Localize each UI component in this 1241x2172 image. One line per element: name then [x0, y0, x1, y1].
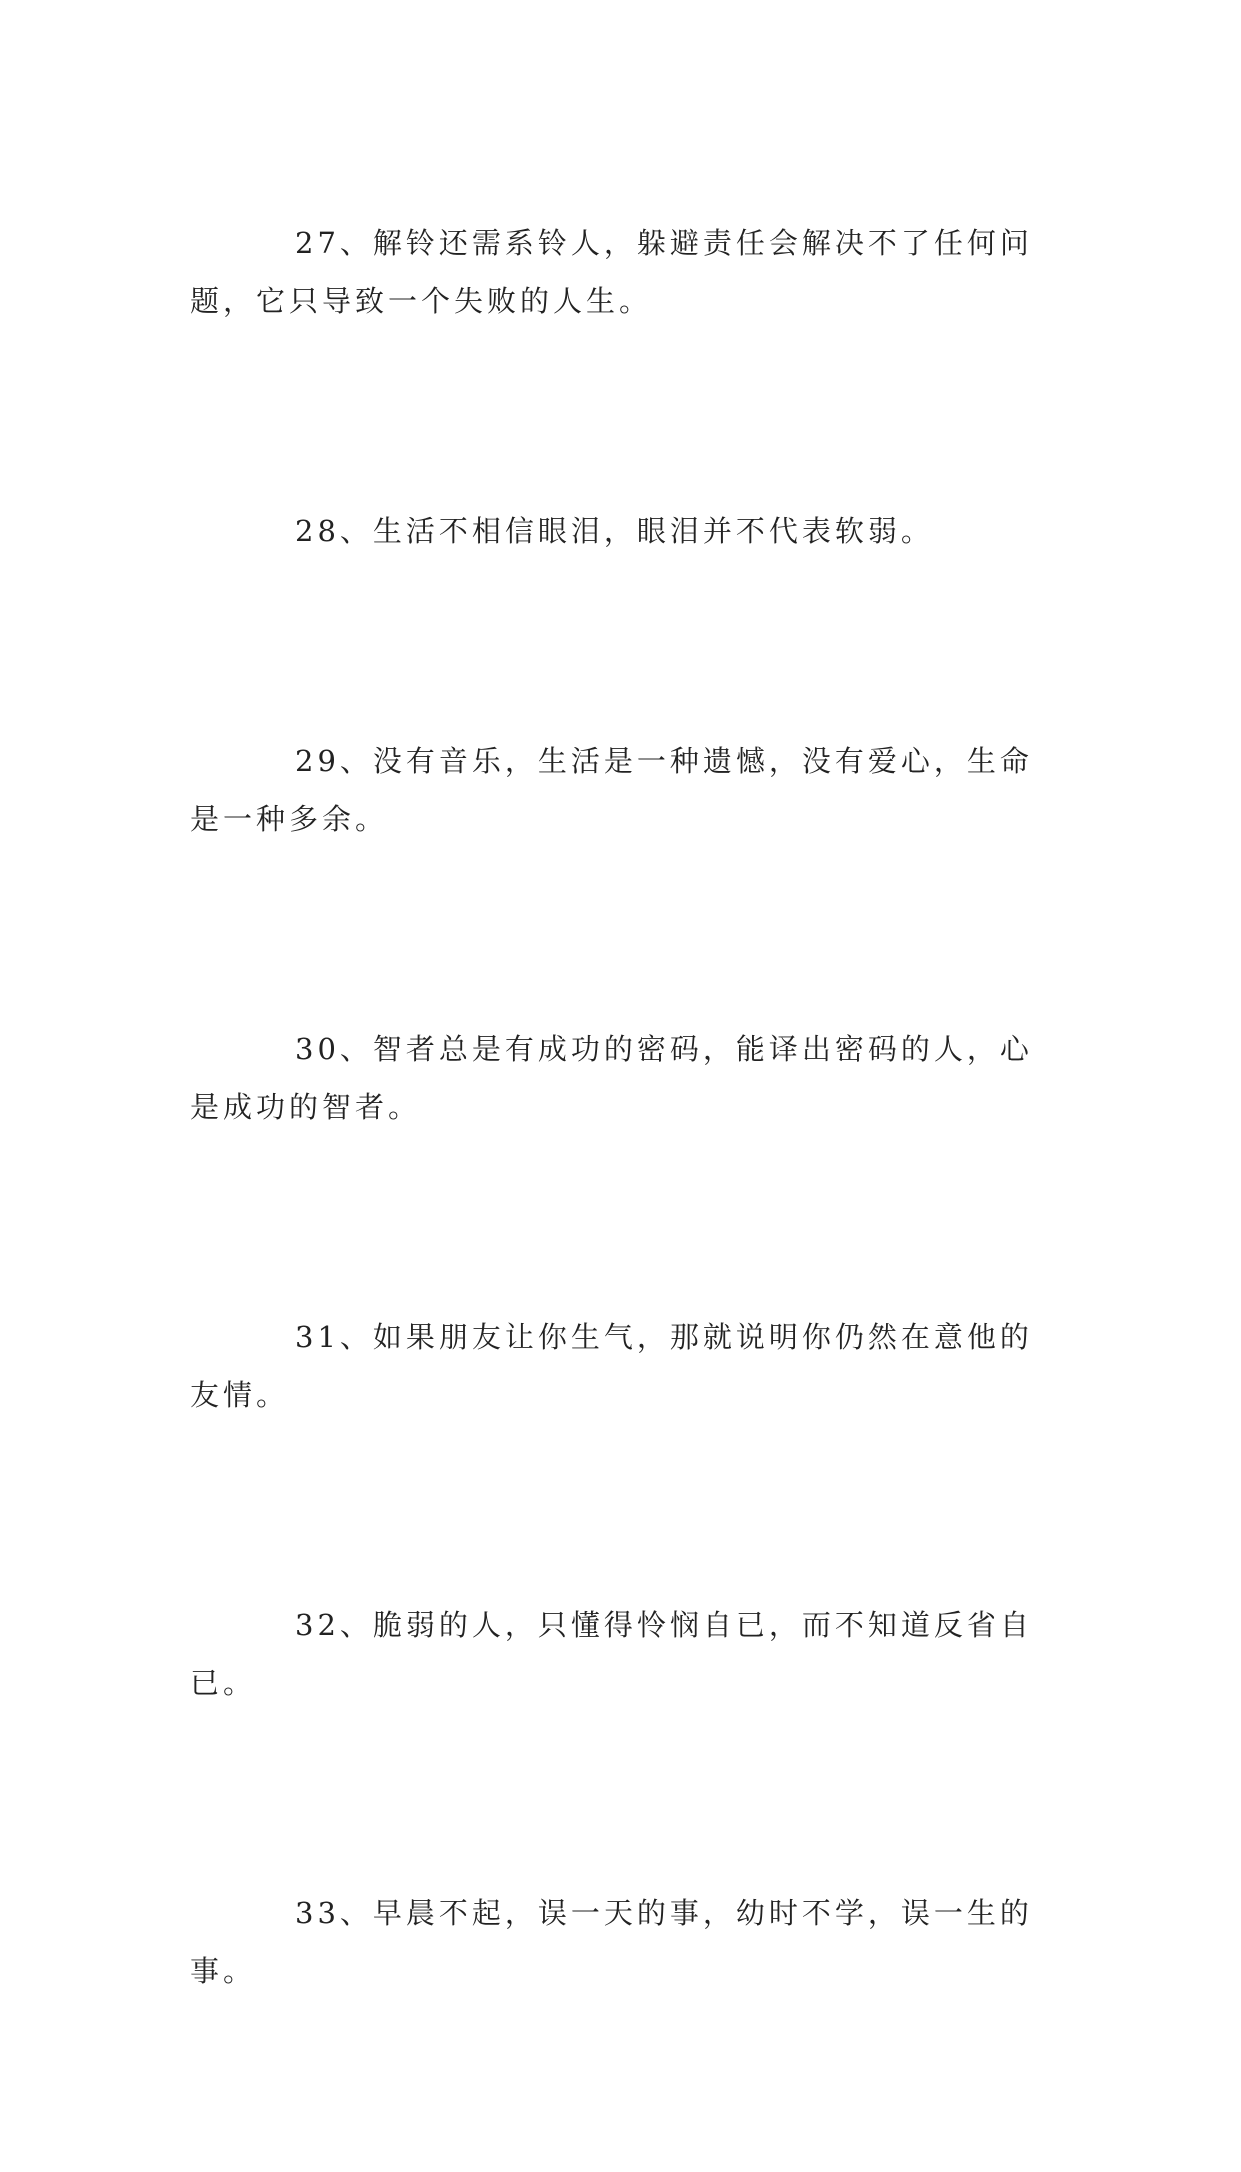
paragraph-31: 31、如果朋友让你生气，那就说明你仍然在意他的友情。	[190, 1320, 1033, 1412]
paragraph-28: 28、生活不相信眼泪，眼泪并不代表软弱。	[295, 514, 934, 548]
document-body	[190, 214, 1060, 2172]
paragraph-29: 29、没有音乐，生活是一种遗憾，没有爱心，生命是一种多余。	[190, 744, 1033, 836]
paragraph-33: 33、早晨不起，误一天的事，幼时不学，误一生的事。	[190, 1896, 1033, 1988]
paragraph-30: 30、智者总是有成功的密码，能译出密码的人，心是成功的智者。	[190, 1032, 1033, 1124]
paragraph-27: 27、解铃还需系铃人，躲避责任会解决不了任何问题，它只导致一个失败的人生。	[190, 226, 1033, 318]
paragraph-32: 32、脆弱的人，只懂得怜悯自已，而不知道反省自已。	[190, 1608, 1033, 1700]
